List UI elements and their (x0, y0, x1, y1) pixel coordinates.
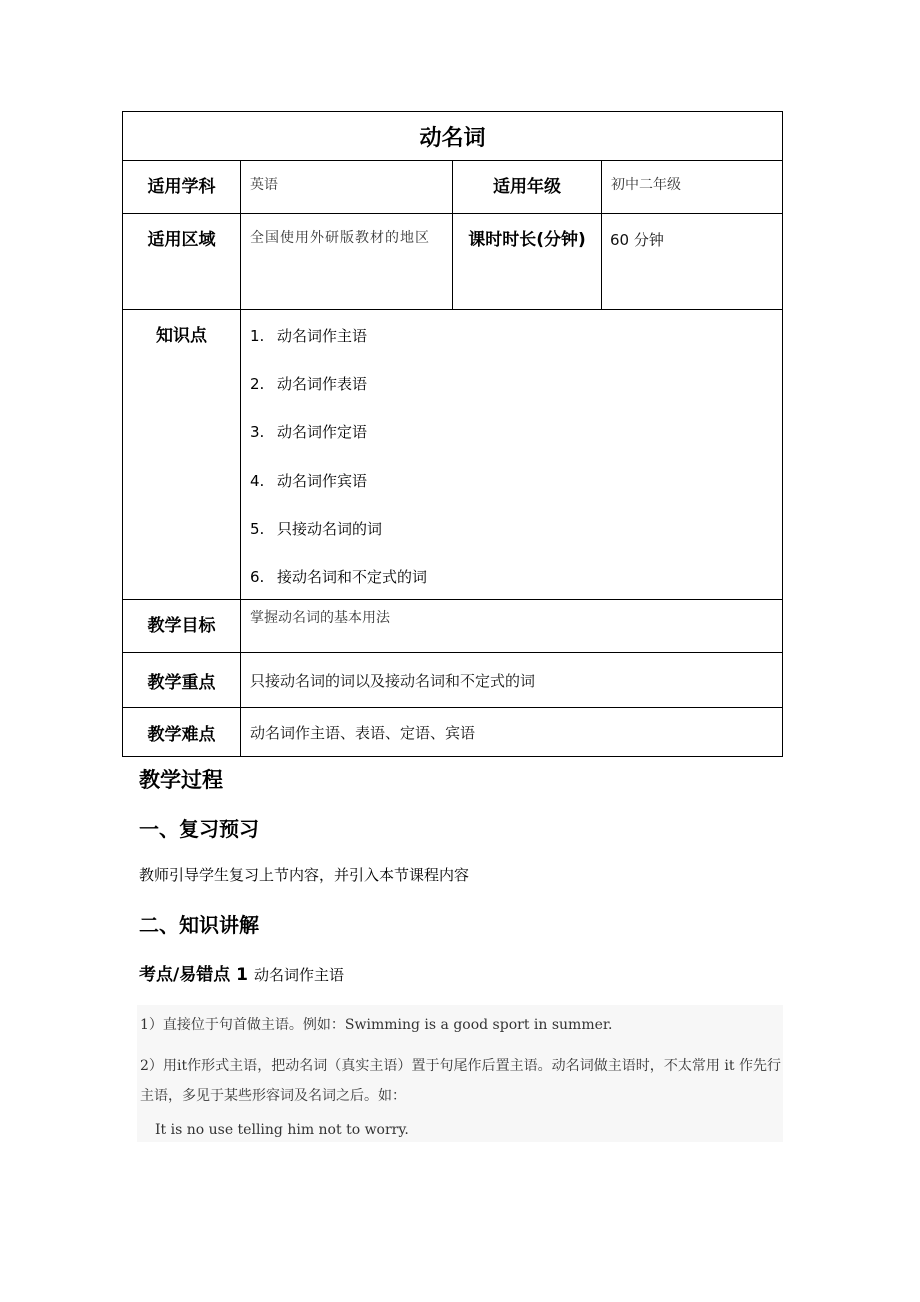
point-text: 动名词作主语 (253, 966, 344, 984)
section2-heading: 二、知识讲解 (139, 913, 259, 937)
example-3: It is no use telling him not to worry. (155, 1122, 409, 1138)
list-item: 2. 动名词作表语 (250, 375, 368, 394)
point-label: 考点/易错点 1 (139, 965, 248, 985)
grade-value: 初中二年级 (602, 161, 783, 214)
process-heading: 教学过程 (139, 768, 223, 792)
focus-value: 只接动名词的词以及接动名词和不定式的词 (241, 653, 783, 708)
duration-value: 60 分钟 (602, 214, 783, 310)
focus-label: 教学重点 (123, 653, 241, 708)
subject-label: 适用学科 (123, 161, 241, 214)
subject-value: 英语 (241, 161, 453, 214)
region-value: 全国使用外研版教材的地区 (241, 214, 453, 310)
example-1: 1）直接位于句首做主语。例如：Swimming is a good sport in summer. (140, 1017, 613, 1033)
lesson-info-table (122, 111, 783, 757)
example-box (137, 1005, 783, 1142)
list-item: 1. 动名词作主语 (250, 327, 368, 345)
goal-label: 教学目标 (123, 600, 241, 653)
table-title: 动名词 (123, 112, 783, 161)
goal-value: 掌握动名词的基本用法 (241, 600, 783, 653)
section1-text: 教师引导学生复习上节内容，并引入本节课程内容 (139, 866, 470, 884)
region-label: 适用区域 (123, 214, 241, 310)
difficulty-value: 动名词作主语、表语、定语、宾语 (241, 708, 783, 757)
list-item: 3. 动名词作定语 (250, 423, 368, 442)
point-heading (139, 960, 344, 985)
list-item: 4. 动名词作宾语 (250, 471, 368, 490)
knowledge-cell (241, 310, 783, 600)
knowledge-label: 知识点 (123, 310, 241, 600)
duration-label: 课时时长(分钟) (453, 214, 602, 310)
list-item: 6. 接动名词和不定式的词 (250, 567, 428, 586)
example-2: 2）用it作形式主语，把动名词（真实主语）置于句尾作后置主语。动名词做主语时，不太常用 it 作先行主语，多见于某些形容词及名词之后。如： (140, 1058, 781, 1104)
list-item: 5. 只接动名词的词 (250, 519, 383, 538)
knowledge-list (241, 310, 782, 599)
difficulty-label: 教学难点 (123, 708, 241, 757)
section1-heading: 一、复习预习 (139, 817, 259, 841)
grade-label: 适用年级 (453, 161, 602, 214)
